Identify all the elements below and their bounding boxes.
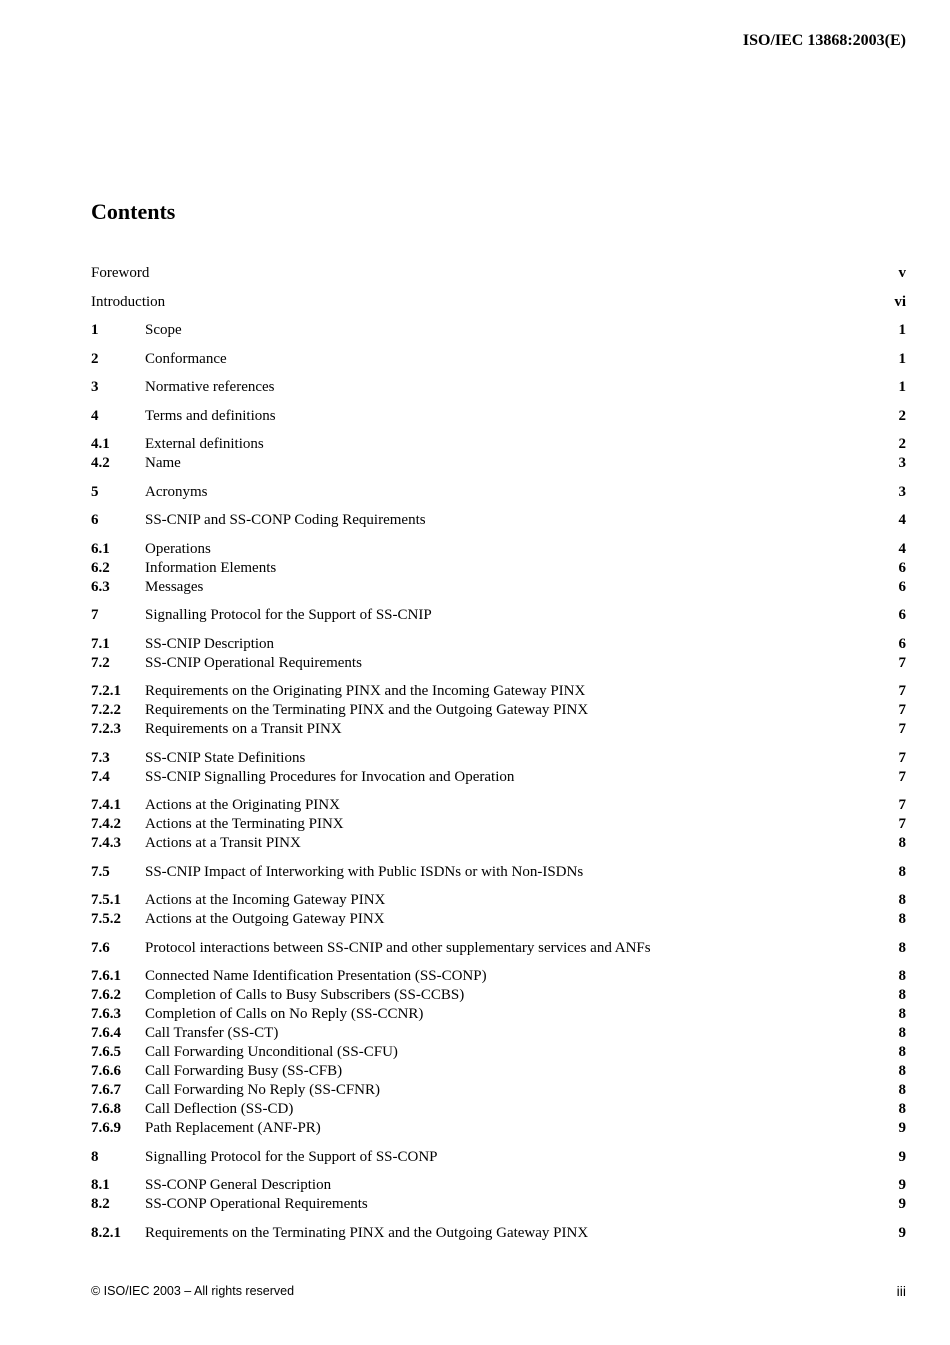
- toc-entry-page: 8: [898, 863, 906, 880]
- toc-entry-page: 9: [898, 1224, 906, 1241]
- toc-group: [91, 796, 906, 853]
- toc-entry-title: Signalling Protocol for the Support of SS-CONP: [145, 1148, 438, 1165]
- toc-entry-title: Conformance: [145, 350, 227, 367]
- toc-entry-title: Operations: [145, 540, 211, 557]
- toc-entry[interactable]: [91, 891, 906, 910]
- toc-entry-page: 7: [898, 683, 906, 699]
- toc-entry-page: 1: [898, 350, 906, 367]
- toc-entry-number: 7.4.3: [91, 835, 121, 851]
- toc-entry-number: 6: [91, 512, 99, 528]
- toc-entry-title: Completion of Calls on No Reply (SS-CCNR): [145, 1006, 424, 1022]
- toc-entry-number: 7.5.1: [91, 892, 121, 908]
- toc-entry-title: Information Elements: [145, 559, 277, 576]
- toc-entry[interactable]: [91, 1043, 906, 1062]
- toc-entry-number: 7.6.2: [91, 987, 121, 1003]
- toc-entry-page: 8: [898, 1082, 906, 1098]
- toc-entry-number: 8.2: [91, 1196, 110, 1212]
- toc-entry-number: 7.1: [91, 635, 110, 652]
- toc-entry-page: 8: [898, 1044, 906, 1060]
- toc-entry-number: 8: [91, 1148, 99, 1165]
- toc-entry[interactable]: [91, 483, 906, 502]
- toc-group: [91, 891, 906, 929]
- toc-entry-number: 7.6.5: [91, 1044, 121, 1060]
- toc-entry-number: 1: [91, 322, 99, 338]
- toc-entry-title: Call Forwarding No Reply (SS-CFNR): [145, 1082, 381, 1098]
- toc-entry-number: 7.4.2: [91, 816, 121, 832]
- toc-group: [91, 511, 906, 530]
- toc-entry[interactable]: [91, 1119, 906, 1138]
- toc-entry-title: SS-CNIP Signalling Procedures for Invocation and Operation: [145, 768, 515, 785]
- toc-entry-number: 7.2: [91, 654, 110, 671]
- toc-entry-title: Name: [145, 455, 181, 471]
- page-number: iii: [896, 1283, 906, 1299]
- toc-entry-number: 7.6.6: [91, 1063, 121, 1079]
- toc-entry-number: 7: [91, 607, 99, 623]
- toc-entry[interactable]: [91, 454, 906, 473]
- toc-entry-title: Call Deflection (SS-CD): [145, 1101, 294, 1117]
- toc-entry-title: Introduction: [91, 293, 166, 310]
- table-of-contents: [91, 264, 906, 1252]
- toc-entry-number: 7.6.8: [91, 1101, 121, 1117]
- toc-entry-page: 2: [898, 436, 906, 452]
- toc-entry[interactable]: [91, 350, 906, 369]
- toc-entry[interactable]: [91, 967, 906, 986]
- toc-entry-title: Actions at the Originating PINX: [145, 797, 340, 813]
- toc-entry-page: 7: [898, 768, 906, 785]
- toc-group: [91, 483, 906, 502]
- toc-entry[interactable]: [91, 1062, 906, 1081]
- toc-entry-title: Foreword: [91, 265, 150, 281]
- toc-entry[interactable]: [91, 378, 906, 397]
- toc-entry-title: Protocol interactions between SS-CNIP and other supplementary services and ANFs: [145, 939, 651, 956]
- toc-group: [91, 749, 906, 787]
- page-footer: [91, 1283, 906, 1299]
- toc-entry-title: Normative references: [145, 379, 275, 395]
- toc-entry-title: External definitions: [145, 436, 264, 452]
- toc-entry[interactable]: [91, 606, 906, 625]
- toc-entry-title: SS-CONP Operational Requirements: [145, 1196, 368, 1212]
- toc-entry-number: 6.1: [91, 540, 110, 557]
- toc-entry-title: Actions at a Transit PINX: [145, 835, 301, 851]
- toc-group: [91, 863, 906, 882]
- toc-entry[interactable]: [91, 796, 906, 815]
- toc-group: [91, 293, 906, 312]
- toc-entry-title: Call Forwarding Unconditional (SS-CFU): [145, 1044, 398, 1060]
- toc-entry-number: 7.6.4: [91, 1025, 121, 1041]
- toc-entry-number: 7.5: [91, 863, 110, 880]
- toc-entry[interactable]: [91, 1005, 906, 1024]
- toc-entry-number: 7.4.1: [91, 797, 121, 813]
- toc-group: [91, 1224, 906, 1243]
- toc-entry-title: Requirements on the Terminating PINX and the Outgoing Gateway PINX: [145, 1224, 589, 1241]
- toc-entry-title: Call Forwarding Busy (SS-CFB): [145, 1063, 343, 1079]
- toc-entry-title: Requirements on the Originating PINX and the Incoming Gateway PINX: [145, 683, 586, 699]
- toc-entry-number: 5: [91, 483, 99, 500]
- toc-entry-number: 7.5.2: [91, 911, 121, 927]
- toc-entry-title: Actions at the Incoming Gateway PINX: [145, 892, 386, 908]
- toc-entry-page: 6: [898, 559, 906, 576]
- toc-entry[interactable]: [91, 1100, 906, 1119]
- toc-entry-number: 8.1: [91, 1177, 110, 1193]
- toc-entry-title: SS-CNIP Description: [145, 635, 275, 652]
- toc-entry[interactable]: [91, 682, 906, 701]
- toc-entry-page: 2: [898, 407, 906, 424]
- toc-entry-title: Connected Name Identification Presentation (SS-CONP): [145, 968, 487, 984]
- toc-entry-page: 7: [898, 797, 906, 813]
- toc-entry-number: 4.1: [91, 436, 110, 452]
- toc-entry-title: Messages: [145, 578, 204, 595]
- toc-entry-page: 8: [898, 987, 906, 1003]
- toc-entry[interactable]: [91, 1148, 906, 1167]
- toc-entry-page: 1: [898, 322, 906, 338]
- toc-entry-number: 7.6.9: [91, 1120, 121, 1136]
- toc-entry[interactable]: [91, 720, 906, 739]
- toc-entry-page: 7: [898, 816, 906, 832]
- toc-entry-number: 7.2.1: [91, 683, 121, 699]
- toc-entry-title: Path Replacement (ANF-PR): [145, 1120, 321, 1136]
- toc-entry-page: 7: [898, 702, 906, 718]
- toc-entry[interactable]: [91, 407, 906, 426]
- toc-group: [91, 350, 906, 369]
- toc-group: [91, 967, 906, 1138]
- toc-entry-page: vi: [894, 293, 906, 310]
- toc-entry-number: 7.6.7: [91, 1082, 121, 1098]
- toc-entry-page: 7: [898, 721, 906, 737]
- toc-entry-number: 7.4: [91, 768, 110, 785]
- toc-entry-number: 4: [91, 407, 99, 424]
- toc-entry[interactable]: [91, 910, 906, 929]
- toc-entry-title: SS-CONP General Description: [145, 1177, 332, 1193]
- toc-entry-number: 7.2.2: [91, 702, 121, 718]
- toc-entry-page: 7: [898, 749, 906, 766]
- page-title: Contents: [91, 199, 176, 224]
- toc-entry-page: 4: [898, 512, 906, 528]
- toc-entry-title: Acronyms: [145, 483, 208, 500]
- toc-entry[interactable]: [91, 768, 906, 787]
- toc-entry[interactable]: [91, 540, 906, 559]
- toc-entry[interactable]: [91, 1176, 906, 1195]
- toc-group: [91, 435, 906, 473]
- toc-entry-number: 7.6.3: [91, 1006, 121, 1022]
- toc-entry-page: 3: [898, 483, 906, 500]
- toc-entry-number: 2: [91, 350, 99, 367]
- toc-entry[interactable]: [91, 435, 906, 454]
- toc-entry[interactable]: [91, 1224, 906, 1243]
- toc-group: [91, 1148, 906, 1167]
- toc-group: [91, 682, 906, 739]
- toc-entry-page: 6: [898, 635, 906, 652]
- toc-entry-page: 9: [898, 1148, 906, 1165]
- toc-entry[interactable]: [91, 986, 906, 1005]
- toc-entry-number: 3: [91, 379, 99, 395]
- toc-entry[interactable]: [91, 511, 906, 530]
- toc-entry-number: 6.2: [91, 559, 110, 576]
- toc-group: [91, 378, 906, 397]
- toc-entry-page: 9: [898, 1120, 906, 1136]
- toc-entry[interactable]: [91, 264, 906, 283]
- toc-entry-title: Actions at the Outgoing Gateway PINX: [145, 911, 385, 927]
- toc-entry-page: 8: [898, 1101, 906, 1117]
- toc-entry[interactable]: [91, 635, 906, 654]
- copyright-notice: © ISO/IEC 2003 – All rights reserved: [91, 1284, 295, 1298]
- toc-entry-page: 6: [898, 578, 906, 595]
- toc-entry-title: Actions at the Terminating PINX: [145, 816, 344, 832]
- toc-group: [91, 939, 906, 958]
- toc-entry-title: Terms and definitions: [145, 407, 276, 424]
- toc-entry[interactable]: [91, 293, 906, 312]
- toc-entry-title: Requirements on a Transit PINX: [145, 721, 342, 737]
- toc-entry[interactable]: [91, 701, 906, 720]
- toc-entry-title: Scope: [145, 322, 182, 338]
- toc-entry-title: Signalling Protocol for the Support of SS-CNIP: [145, 607, 432, 623]
- toc-entry-number: 7.6: [91, 939, 110, 956]
- toc-entry[interactable]: [91, 815, 906, 834]
- toc-entry[interactable]: [91, 654, 906, 673]
- document-id: ISO/IEC 13868:2003(E): [742, 32, 906, 49]
- toc-entry[interactable]: [91, 939, 906, 958]
- toc-entry-page: 8: [898, 939, 906, 956]
- toc-entry-number: 7.6.1: [91, 968, 121, 984]
- toc-entry[interactable]: [91, 1081, 906, 1100]
- toc-entry[interactable]: [91, 863, 906, 882]
- toc-entry[interactable]: [91, 321, 906, 340]
- toc-entry[interactable]: [91, 1024, 906, 1043]
- toc-entry-title: Call Transfer (SS-CT): [145, 1025, 279, 1041]
- toc-entry-page: 8: [898, 968, 906, 984]
- toc-entry[interactable]: [91, 834, 906, 853]
- toc-entry-page: 8: [898, 1063, 906, 1079]
- toc-group: [91, 321, 906, 340]
- toc-entry-page: 8: [898, 892, 906, 908]
- toc-entry-title: SS-CNIP Impact of Interworking with Public ISDNs or with Non-ISDNs: [145, 863, 584, 880]
- toc-entry-title: Requirements on the Terminating PINX and the Outgoing Gateway PINX: [145, 702, 589, 718]
- toc-entry-title: SS-CNIP and SS-CONP Coding Requirements: [145, 512, 426, 528]
- toc-group: [91, 407, 906, 426]
- toc-entry-title: SS-CNIP State Definitions: [145, 749, 306, 766]
- toc-entry-number: 7.2.3: [91, 721, 121, 737]
- toc-entry[interactable]: [91, 559, 906, 578]
- toc-entry-page: v: [898, 265, 906, 281]
- toc-entry-title: SS-CNIP Operational Requirements: [145, 654, 362, 671]
- toc-group: [91, 635, 906, 673]
- toc-entry-page: 9: [898, 1177, 906, 1193]
- toc-group: [91, 264, 906, 283]
- toc-group: [91, 606, 906, 625]
- toc-entry[interactable]: [91, 578, 906, 597]
- toc-entry-title: Completion of Calls to Busy Subscribers (SS-CCBS): [145, 987, 465, 1003]
- toc-group: [91, 540, 906, 597]
- toc-entry-number: 6.3: [91, 578, 110, 595]
- toc-entry[interactable]: [91, 1195, 906, 1214]
- toc-entry[interactable]: [91, 749, 906, 768]
- toc-entry-page: 8: [898, 1006, 906, 1022]
- toc-entry-page: 7: [898, 654, 906, 671]
- toc-entry-page: 3: [898, 455, 906, 471]
- toc-entry-number: 7.3: [91, 749, 110, 766]
- toc-entry-page: 9: [898, 1196, 906, 1212]
- toc-entry-page: 1: [898, 379, 906, 395]
- toc-entry-number: 4.2: [91, 455, 110, 471]
- toc-entry-page: 6: [898, 607, 906, 623]
- toc-entry-page: 4: [898, 540, 906, 557]
- toc-entry-number: 8.2.1: [91, 1224, 121, 1241]
- toc-entry-page: 8: [898, 1025, 906, 1041]
- toc-group: [91, 1176, 906, 1214]
- toc-entry-page: 8: [898, 911, 906, 927]
- toc-entry-page: 8: [898, 835, 906, 851]
